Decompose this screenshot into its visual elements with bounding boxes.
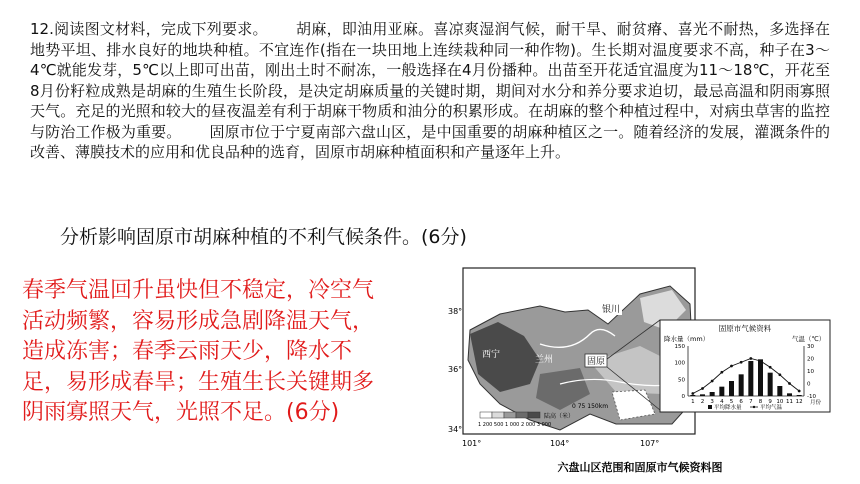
temp-point	[759, 360, 762, 363]
month-label: 11	[786, 399, 793, 405]
precip-tick-label: 100	[674, 360, 685, 367]
climate-chart	[660, 320, 830, 412]
precip-bar	[710, 392, 715, 396]
passage-paragraph-2: 固原市位于宁夏南部六盘山区，是中国重要的胡麻种植区之一。随着经济的发展，灌溉条件的改善、薄膜技术的应用和优良品种的选育，固原市胡麻种植面积和产量逐年上升。	[30, 122, 830, 161]
month-label: 4	[720, 399, 724, 405]
month-label: 10	[776, 399, 784, 405]
temp-point	[788, 382, 791, 385]
month-label: 1	[691, 399, 695, 405]
material-passage	[30, 19, 830, 163]
scale-bar-label: 0 75 150km	[572, 403, 609, 410]
legend-bar-swatch	[708, 405, 712, 409]
temp-axis-label: 气温（℃）	[792, 335, 826, 343]
elevation-unit: 陆高（米）	[544, 413, 575, 420]
month-label: 5	[729, 399, 734, 405]
lon-107: 107°	[640, 439, 660, 448]
precip-bar	[700, 394, 705, 396]
temp-point	[720, 371, 723, 374]
climate-chart-box	[660, 320, 830, 412]
lon-101: 101°	[462, 439, 482, 448]
temp-point	[798, 390, 801, 393]
place-yinchuan: 银川	[602, 305, 621, 315]
lat-38: 38°	[448, 307, 463, 316]
precip-tick-label: 150	[674, 344, 685, 350]
liupan-map-svg	[440, 264, 840, 478]
precip-bar	[739, 374, 744, 396]
temp-point	[691, 392, 694, 395]
passage-paragraph-1: 胡麻，即油用亚麻。喜凉爽湿润气候，耐干旱、耐贫瘠、喜光不耐热，多选择在地势平坦、排水良好的地块种植。不宜连作(指在一块田地上连续栽种同一种作物)。生长期对温度要求不高，种子在3～4℃就能发芽，5℃以上即可出苗，刚出土时不耐冻，一般选择在4月份播种。出苗至开花适宜温度为11～18℃，开花至8月份籽粒成熟是胡麻的生殖生长阶段，是决定胡麻质量的关键时期，期间对水分和养分要求迫切，最忌高温和阴雨寡照天气。充足的光照和较大的昼夜温差有利于胡麻干物质和油分的积累形成。在胡麻的整个种植过程中，对病虫草害的监控与防治工作极为重要。	[30, 20, 830, 141]
question-text: 分析影响固原市胡麻种植的不利气候条件。(6分)	[60, 226, 467, 248]
climate-title: 固原市气候资料	[718, 324, 772, 333]
temp-point	[740, 361, 743, 364]
lat-36: 36°	[448, 365, 463, 374]
month-label: 8	[758, 399, 763, 405]
temp-point	[730, 365, 733, 368]
precip-bar	[758, 359, 763, 396]
temp-point	[749, 357, 752, 360]
precip-bar	[719, 387, 724, 396]
lon-104: 104°	[550, 439, 570, 448]
answer-text: 春季气温回升虽快但不稳定，冷空气活动频繁，容易形成急剧降温天气，造成冻害；春季云雨天少，降水不足，易形成春旱；生殖生长关键期多阴雨寡照天气，光照不足。(6分)	[22, 278, 375, 425]
temp-tick-label: 20	[807, 356, 814, 363]
month-label: 7	[749, 399, 753, 405]
precip-bar	[797, 395, 802, 396]
temp-point	[769, 366, 772, 369]
precip-axis-label: 降水量（mm）	[664, 335, 710, 343]
place-xining: 西宁	[482, 350, 501, 360]
temp-tick-label: 10	[807, 369, 814, 375]
precip-bar	[787, 393, 792, 396]
map-figure	[440, 264, 840, 478]
temp-point	[701, 387, 704, 390]
month-label: 2	[700, 399, 705, 405]
place-lanzhou: 兰州	[535, 355, 554, 365]
temp-tick-label: 30	[807, 344, 814, 350]
precip-bar	[690, 395, 695, 396]
lat-34: 34°	[448, 425, 463, 434]
month-label: 6	[739, 399, 743, 405]
month-unit: 月份	[810, 400, 822, 406]
question-prefix: 12.阅读图文材料，完成下列要求。	[30, 20, 268, 38]
temp-tick-label: 0	[807, 381, 811, 388]
map-caption: 六盘山区范围和固原市气候资料图	[557, 461, 723, 474]
month-label: 12	[795, 399, 803, 405]
legend-line-dot	[753, 406, 755, 408]
elevation-ticks: 1 200 500 1 000 2 000 3 000	[478, 422, 552, 428]
legend-line-label: 平均气温	[760, 405, 783, 411]
precip-bar	[777, 386, 782, 396]
precip-tick-label: 0	[681, 394, 685, 400]
legend-bar-label: 平均降水量	[714, 405, 742, 411]
precip-bar	[748, 361, 753, 396]
precip-tick-label: 50	[678, 377, 685, 384]
temp-point	[711, 380, 714, 383]
temp-tick-label: -10	[807, 394, 816, 400]
place-guyuan: 固原	[587, 357, 606, 367]
temp-point	[778, 373, 781, 376]
month-label: 9	[768, 399, 772, 405]
precip-bar	[768, 373, 773, 396]
month-label: 3	[710, 399, 714, 405]
precip-bar	[729, 381, 734, 396]
